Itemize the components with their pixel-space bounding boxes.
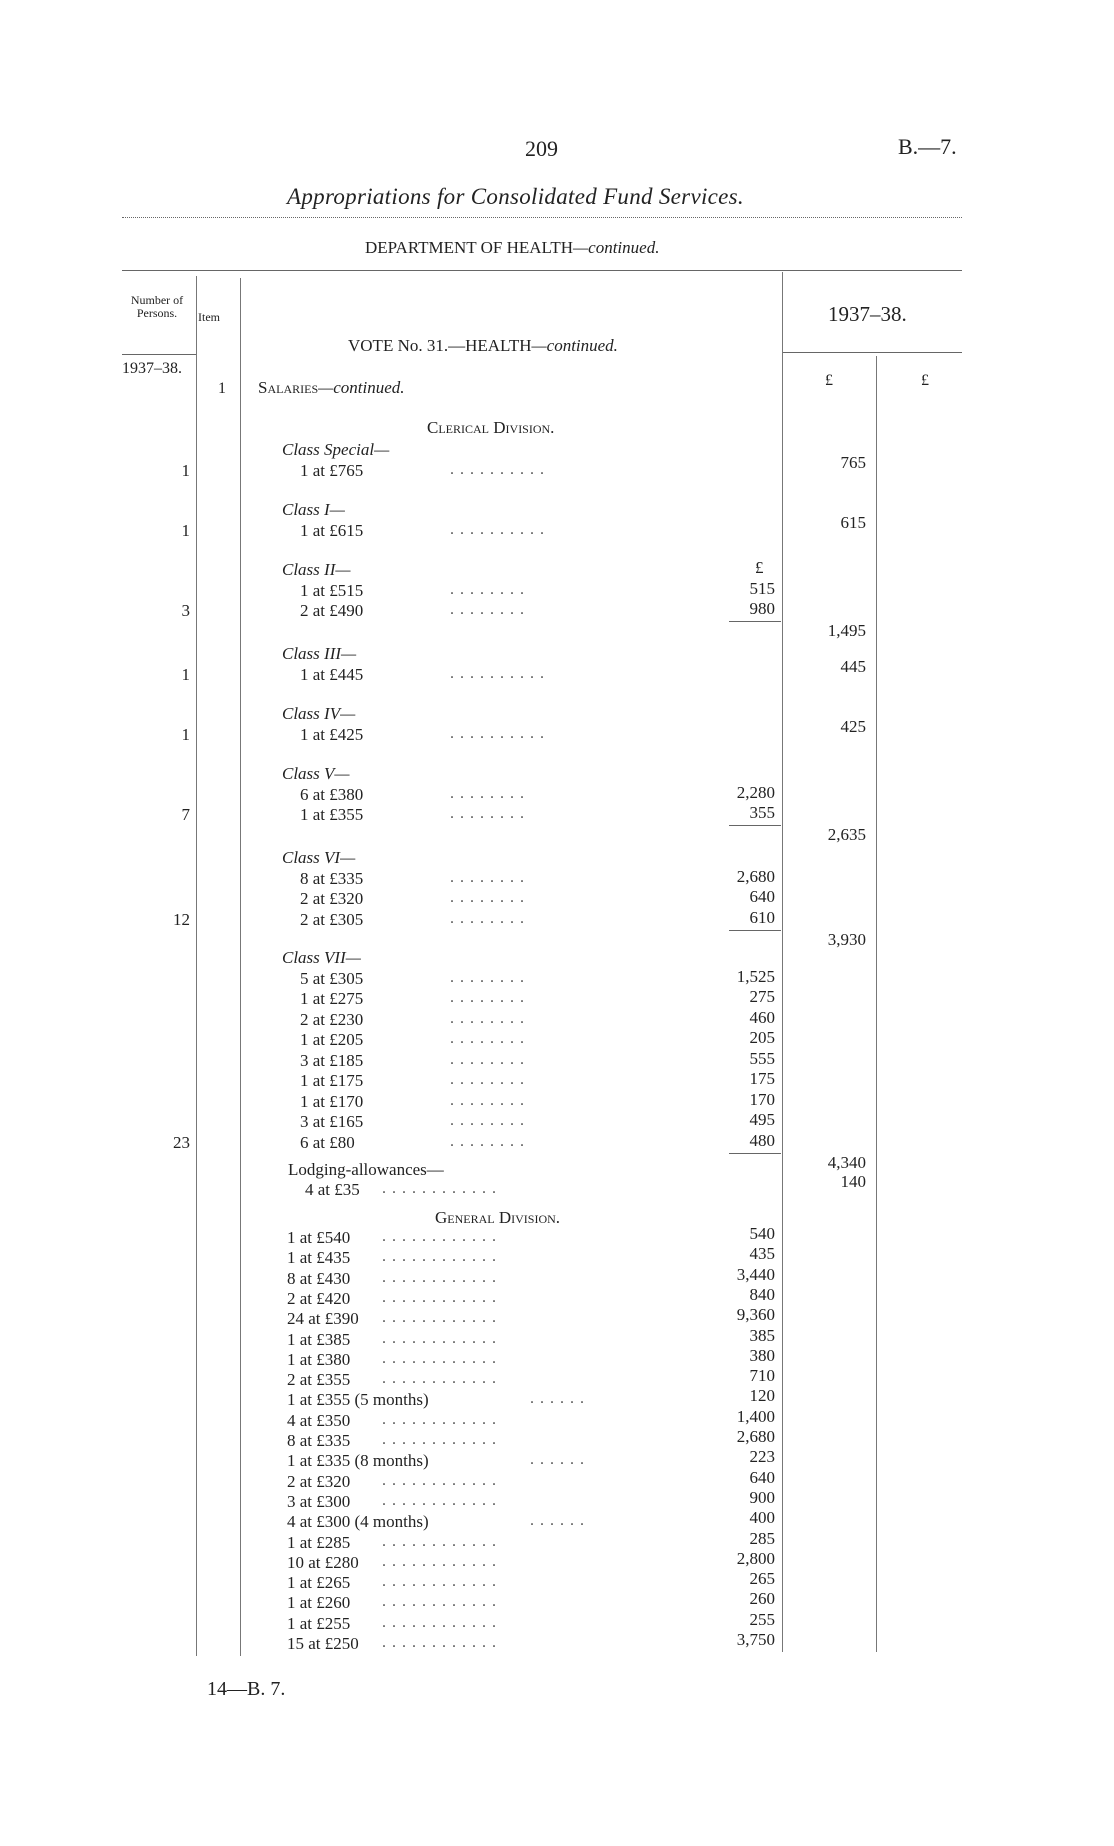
salary-line: 6 at £80 [300, 1132, 355, 1152]
class-total: 4,340 [827, 1152, 866, 1172]
general-value: 3,750 [736, 1630, 775, 1649]
leader-dots: . . . . . . . . . . . . [382, 1180, 497, 1197]
general-line: 1 at £355 (5 months) [287, 1390, 429, 1410]
salaries-label: Salaries [258, 378, 319, 397]
clerical-division-heading: Clerical Division. [427, 418, 555, 437]
title-rule [122, 217, 962, 218]
class-label: Class Special— [282, 440, 390, 459]
subtotal-value: 460 [749, 1007, 775, 1027]
persons-count: 1 [181, 520, 190, 540]
general-line: 1 at £285 [287, 1532, 351, 1552]
general-line: 2 at £355 [287, 1370, 351, 1390]
class-label: Class II— [282, 560, 351, 579]
pound-symbol-2: £ [921, 372, 929, 389]
general-line: 2 at £420 [287, 1288, 351, 1308]
leader-dots: . . . . . . . . . . . . [382, 1573, 497, 1591]
salary-line: 1 at £765 [300, 460, 364, 480]
general-value: 540 [749, 1224, 775, 1243]
general-value: 640 [749, 1467, 775, 1487]
year-header: 1937–38. [828, 302, 907, 326]
class-total: 445 [840, 656, 866, 676]
leader-dots: . . . . . . . . . . . . [382, 1593, 497, 1611]
class-label: Class I— [282, 500, 345, 519]
lodging-label: Lodging-allowances— [288, 1160, 444, 1179]
leader-dots: . . . . . . [530, 1390, 585, 1408]
persons-count: 7 [181, 805, 190, 824]
subtotal-value: 495 [749, 1110, 775, 1129]
leader-dots: . . . . . . . . [450, 805, 525, 822]
department-heading [365, 238, 659, 258]
salary-line: 2 at £305 [300, 909, 364, 929]
leader-dots: . . . . . . . . [450, 1132, 525, 1150]
salary-line: 1 at £275 [300, 989, 364, 1008]
leader-dots: . . . . . . . . . . [450, 664, 545, 682]
leader-dots: . . . . . . . . . . . . [382, 1431, 497, 1448]
leader-dots: . . . . . . . . . . . . [382, 1471, 497, 1489]
leader-dots: . . . . . . . . [450, 868, 525, 886]
department-continued: —continued. [573, 238, 660, 257]
leader-dots: . . . . . . . . . . . . [382, 1288, 497, 1306]
vote-continued: —continued. [531, 336, 618, 355]
persons-count: 1 [181, 724, 190, 744]
general-line: 4 at £300 (4 months) [287, 1512, 429, 1532]
lodging-line: 4 at £35 [305, 1180, 360, 1199]
general-line: 1 at £335 (8 months) [287, 1451, 429, 1471]
class-label: Class IV— [282, 704, 356, 723]
subtotal-value: 1,525 [736, 966, 775, 986]
subtotal-rule [729, 825, 781, 826]
general-line: 1 at £260 [287, 1593, 351, 1613]
leader-dots: . . . . . . . . [450, 1050, 525, 1068]
leader-dots: . . . . . . . . . . . . [382, 1491, 497, 1509]
leader-dots: . . . . . . . . [450, 784, 525, 802]
salary-line: 5 at £305 [300, 968, 364, 988]
salary-line: 3 at £185 [300, 1050, 364, 1070]
subtotal-rule [729, 621, 781, 622]
general-line: 3 at £300 [287, 1491, 351, 1511]
lodging-total: 140 [840, 1172, 866, 1191]
general-value: 1,400 [736, 1406, 775, 1426]
amount-column-rule [782, 272, 783, 1652]
leader-dots: . . . . . . [530, 1512, 585, 1530]
leader-dots: . . . . . . . . . . . . [382, 1248, 497, 1266]
general-value: 900 [749, 1487, 775, 1507]
general-line: 24 at £390 [287, 1309, 359, 1329]
leader-dots: . . . . . . . . . . . . [382, 1613, 497, 1631]
persons-count: 23 [173, 1132, 190, 1152]
class-total: 615 [840, 512, 866, 532]
vote-title: VOTE No. 31.—HEALTH [348, 336, 532, 355]
general-value: 2,680 [736, 1427, 775, 1446]
item-header: Item [198, 310, 220, 324]
leader-dots: . . . . . . . . [450, 580, 525, 598]
salary-line: 1 at £515 [300, 580, 364, 600]
salary-line: 1 at £355 [300, 805, 364, 824]
leader-dots: . . . . . . . . [450, 889, 525, 906]
leader-dots: . . . . . . . . . . . . [382, 1228, 497, 1245]
general-value: 265 [749, 1569, 775, 1589]
subtotal-value: 2,280 [736, 782, 775, 802]
general-line: 2 at £320 [287, 1471, 351, 1491]
subtotal-value: 205 [749, 1028, 775, 1047]
persons-count: 3 [181, 601, 190, 620]
document-ref: B.—7. [898, 134, 957, 159]
leader-dots: . . . . . . . . [450, 1091, 525, 1109]
salaries-continued: —continued. [318, 378, 405, 397]
leader-dots: . . . . . . . . [450, 968, 525, 986]
general-line: 8 at £430 [287, 1268, 351, 1288]
general-value: 260 [749, 1589, 775, 1609]
general-value: 223 [749, 1447, 775, 1467]
persons-count: 1 [181, 460, 190, 480]
persons-count: 1 [181, 664, 190, 684]
salary-line: 2 at £490 [300, 601, 364, 620]
year-rule [782, 352, 962, 353]
salary-line: 2 at £320 [300, 889, 364, 908]
subtotal-value: 555 [749, 1048, 775, 1068]
class-total: 3,930 [827, 929, 866, 949]
class-total: 2,635 [827, 825, 866, 844]
salary-line: 1 at £615 [300, 520, 364, 540]
subtotal-value: 640 [749, 887, 775, 906]
item-column-rule [240, 278, 241, 1656]
general-line: 4 at £350 [287, 1410, 351, 1430]
salary-line: 2 at £230 [300, 1009, 364, 1029]
general-line: 1 at £385 [287, 1329, 351, 1349]
salary-line: 8 at £335 [300, 868, 364, 888]
department-name: DEPARTMENT OF HEALTH [365, 238, 574, 257]
general-line: 1 at £435 [287, 1248, 351, 1268]
leader-dots: . . . . . . . . . . . . [382, 1268, 497, 1286]
pound-symbol-1: £ [825, 372, 833, 389]
subtotal-rule [729, 930, 781, 931]
general-value: 255 [749, 1609, 775, 1629]
persons-column-rule [196, 276, 197, 1656]
leader-dots: . . . . . . . . [450, 909, 525, 927]
subtotal-value: 610 [749, 907, 775, 927]
leader-dots: . . . . . . [530, 1451, 585, 1469]
class-label: Class V— [282, 764, 350, 783]
subtotal-value: 2,680 [736, 866, 775, 886]
persons-header: Number of Persons. [130, 293, 184, 320]
subtotal-value: 515 [749, 578, 775, 598]
leader-dots: . . . . . . . . . . . . [382, 1309, 497, 1327]
general-line: 1 at £255 [287, 1613, 351, 1633]
general-value: 380 [749, 1345, 775, 1365]
subtotal-rule [729, 1153, 781, 1154]
class-total: 425 [840, 716, 866, 736]
salary-line: 3 at £165 [300, 1112, 364, 1131]
general-value: 285 [749, 1528, 775, 1548]
subtotal-value: 170 [749, 1089, 775, 1109]
salary-line: 1 at £445 [300, 664, 364, 684]
salary-line: 6 at £380 [300, 784, 364, 804]
leader-dots: . . . . . . . . [450, 601, 525, 618]
salary-line: 1 at £425 [300, 724, 364, 744]
leader-dots: . . . . . . . . [450, 1009, 525, 1027]
class-label: Class III— [282, 644, 357, 663]
leader-dots: . . . . . . . . . . . . [382, 1552, 497, 1570]
general-value: 9,360 [736, 1305, 775, 1325]
item-number: 1 [218, 380, 226, 397]
page-footer: 14—B. 7. [207, 1678, 286, 1700]
general-value: 120 [749, 1386, 775, 1406]
leader-dots: . . . . . . . . . . [450, 520, 545, 538]
leader-dots: . . . . . . . . [450, 1030, 525, 1047]
page-number: 209 [525, 136, 558, 161]
leader-dots: . . . . . . . . [450, 1071, 525, 1088]
leader-dots: . . . . . . . . . . . . [382, 1634, 497, 1651]
class-label: Class VI— [282, 848, 356, 867]
persons-count: 12 [173, 909, 190, 929]
subtotal-value: 175 [749, 1069, 775, 1088]
general-line: 1 at £540 [287, 1228, 351, 1247]
salaries-heading [258, 378, 405, 398]
general-line: 8 at £335 [287, 1431, 351, 1450]
general-line: 15 at £250 [287, 1634, 359, 1653]
leader-dots: . . . . . . . . . . [450, 724, 545, 742]
leader-dots: . . . . . . . . [450, 1112, 525, 1129]
general-value: 2,800 [736, 1548, 775, 1568]
leader-dots: . . . . . . . . . . . . [382, 1349, 497, 1367]
salary-line: 1 at £175 [300, 1071, 364, 1090]
leader-dots: . . . . . . . . . . . . [382, 1410, 497, 1428]
class-total: 765 [840, 452, 866, 472]
general-line: 1 at £265 [287, 1573, 351, 1593]
general-value: 435 [749, 1244, 775, 1264]
class-total: 1,495 [827, 621, 866, 640]
leader-dots: . . . . . . . . . . . . [382, 1532, 497, 1550]
salary-line: 1 at £205 [300, 1030, 364, 1049]
page-title: Appropriations for Consolidated Fund Services. [287, 184, 744, 209]
general-value: 400 [749, 1508, 775, 1528]
subtotal-value: 980 [749, 599, 775, 618]
leader-dots: . . . . . . . . [450, 989, 525, 1006]
total-column-rule [876, 356, 877, 1652]
subtotal-value: 355 [749, 803, 775, 822]
pound-symbol: £ [755, 558, 764, 577]
leader-dots: . . . . . . . . . . . . [382, 1329, 497, 1347]
table-top-rule [122, 270, 962, 271]
general-value: 3,440 [736, 1264, 775, 1284]
subtotal-value: 480 [749, 1130, 775, 1150]
general-value: 710 [749, 1366, 775, 1386]
general-value: 840 [749, 1284, 775, 1304]
general-line: 10 at £280 [287, 1552, 359, 1572]
year-left-header: 1937–38. [122, 360, 182, 377]
salary-line: 1 at £170 [300, 1091, 364, 1111]
general-value: 385 [749, 1325, 775, 1345]
class-label: Class VII— [282, 948, 361, 967]
leader-dots: . . . . . . . . . . . . [382, 1370, 497, 1388]
vote-heading [348, 336, 618, 356]
persons-rule [122, 354, 197, 355]
leader-dots: . . . . . . . . . . [450, 460, 545, 478]
general-division-heading: General Division. [435, 1208, 561, 1227]
general-line: 1 at £380 [287, 1349, 351, 1369]
subtotal-value: 275 [749, 987, 775, 1006]
